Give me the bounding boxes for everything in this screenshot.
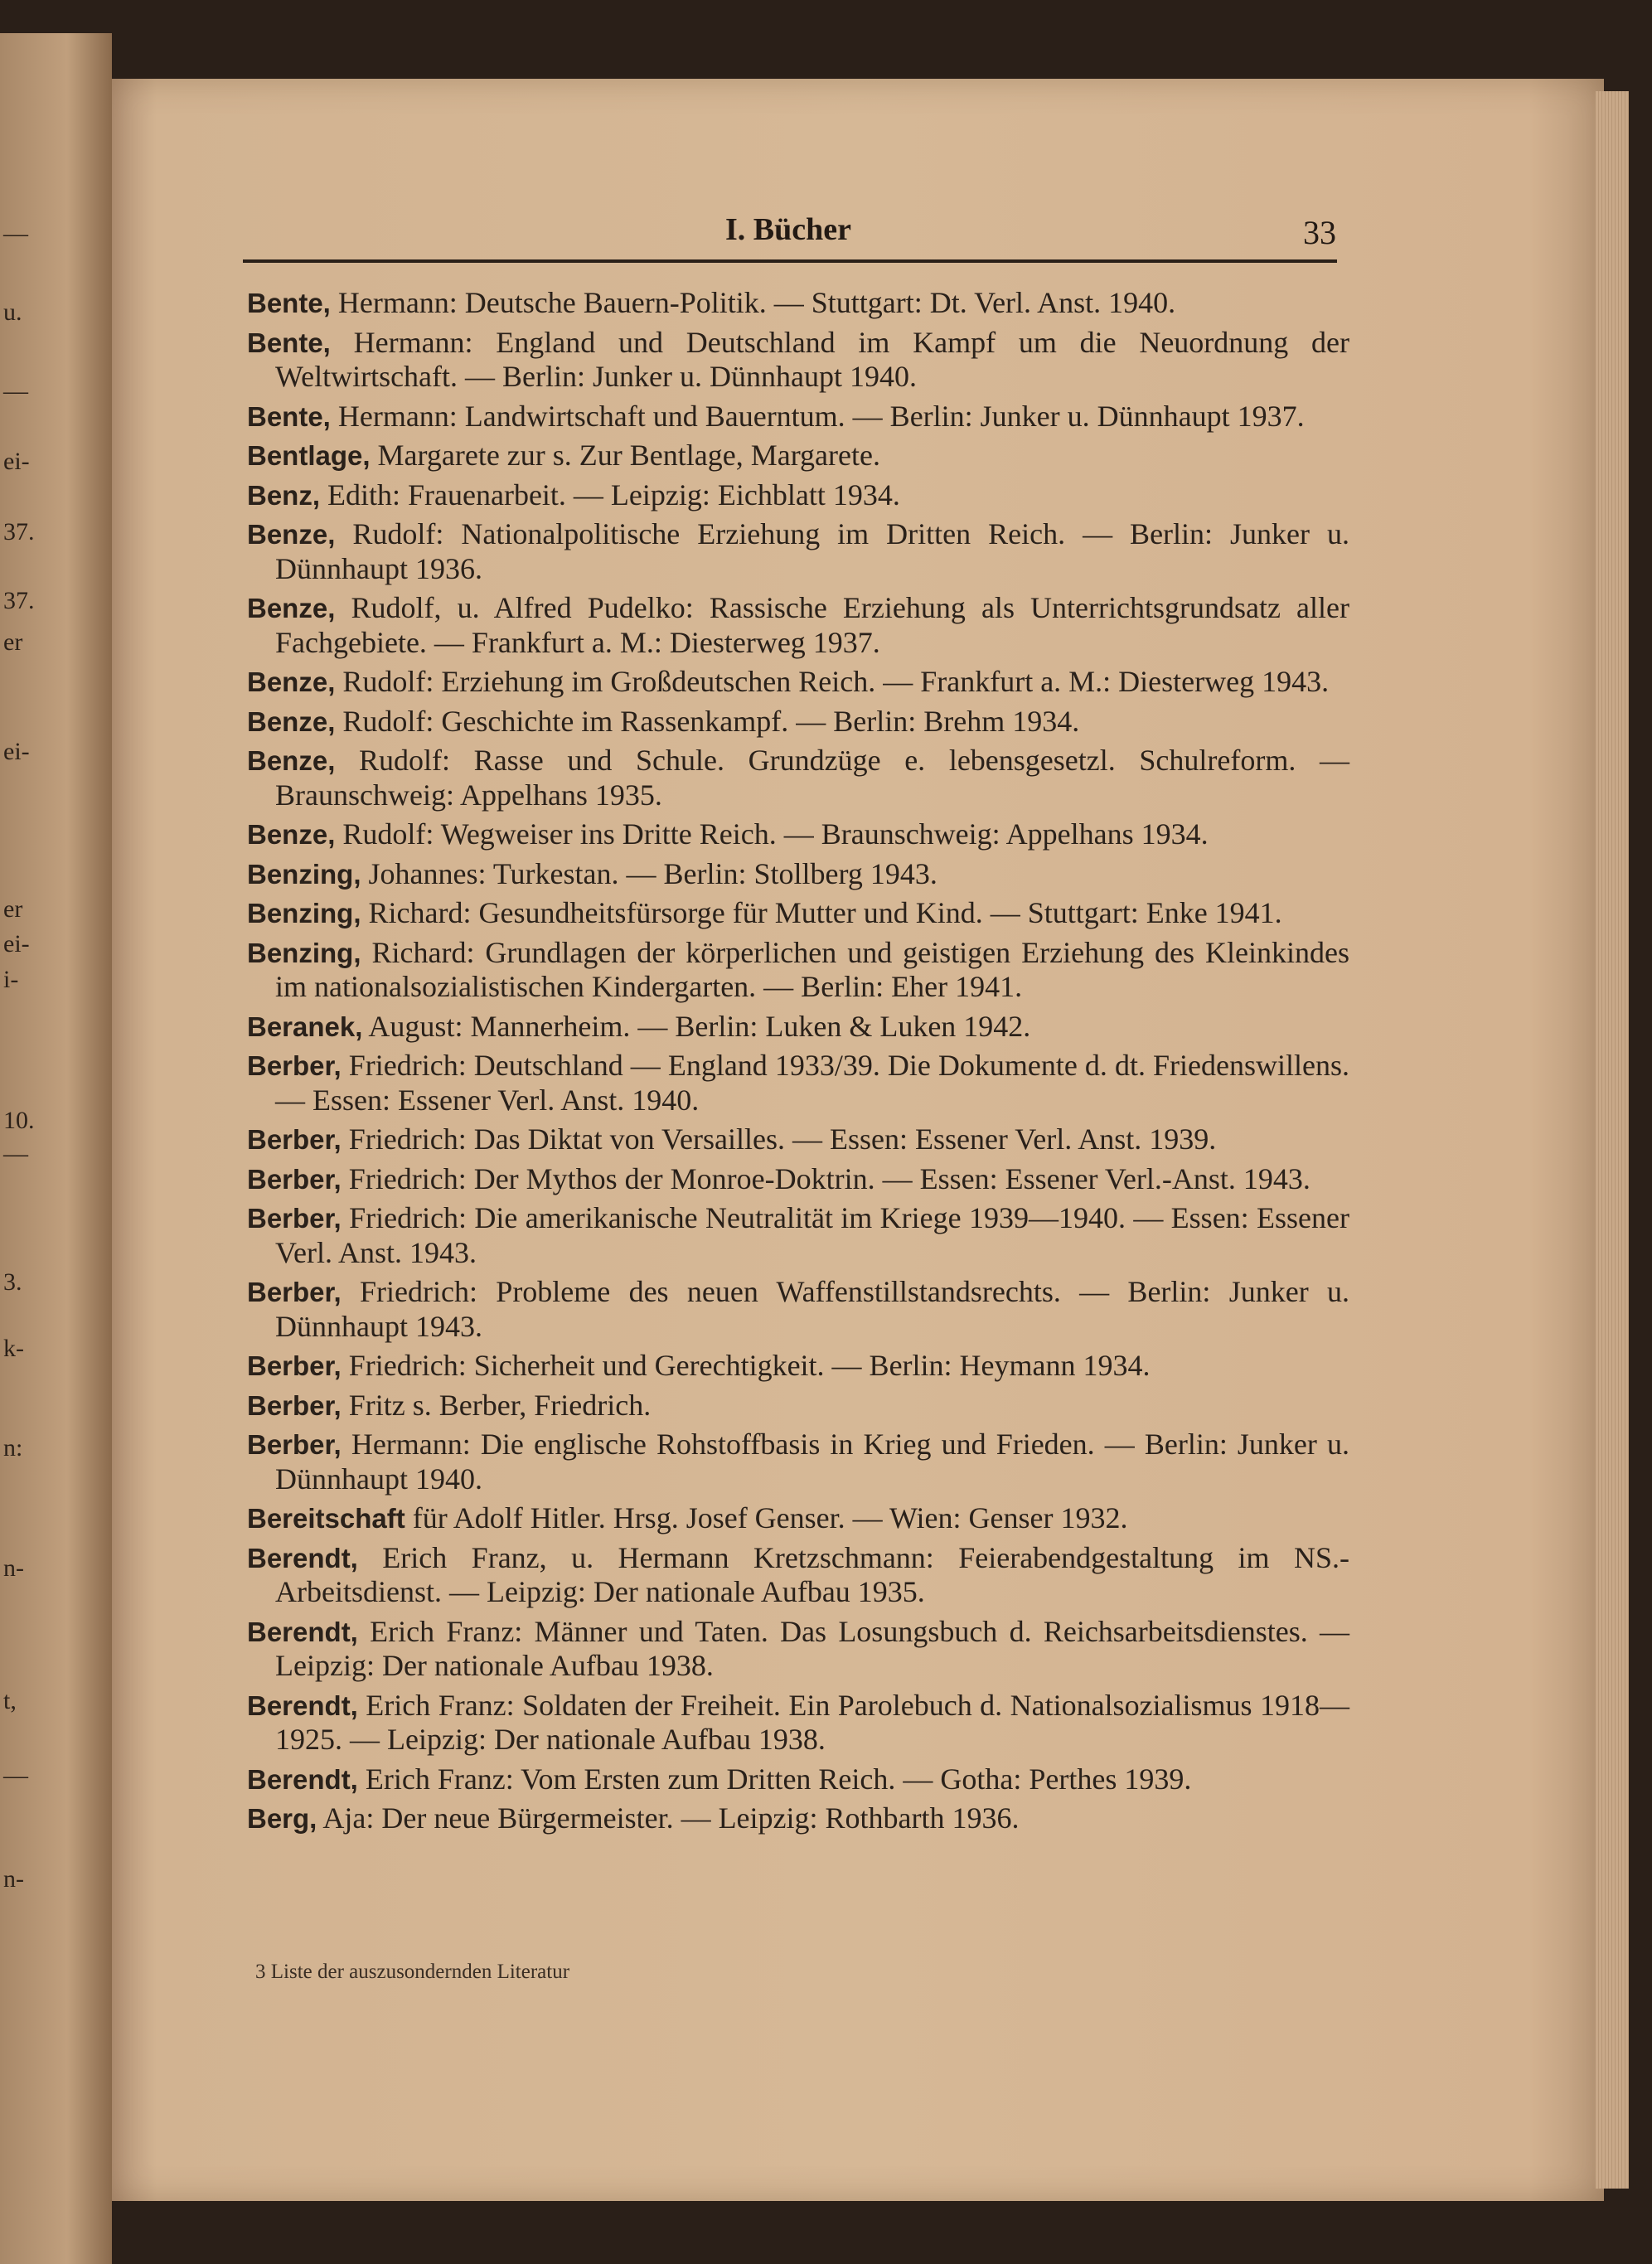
entry-author: Berendt,	[247, 1616, 358, 1647]
entry-author: Berber,	[247, 1429, 342, 1460]
entry-text: Hermann: Deutsche Bauern-Politik. — Stuttgart: Dt. Verl. Anst. 1940.	[330, 286, 1176, 319]
bibliography-entry	[247, 744, 1349, 812]
facing-page-fragment: k-	[3, 1335, 24, 1362]
bibliography-entry	[247, 1162, 1349, 1197]
entry-author: Benze,	[247, 593, 336, 623]
entry-text: Margarete zur s. Zur Bentlage, Margarete.	[370, 439, 880, 472]
bibliography-entry	[247, 517, 1349, 586]
entry-text: Edith: Frauenarbeit. — Leipzig: Eichblatt 1934.	[320, 478, 900, 511]
header-rule	[243, 259, 1337, 263]
entry-author: Benzing,	[247, 937, 361, 968]
entry-author: Benze,	[247, 705, 336, 737]
entry-author: Benzing,	[247, 858, 361, 890]
entry-text: Erich Franz: Männer und Taten. Das Losungsbuch d. Reichsarbeitsdienstes. — Leipzig: Der nationale Aufbau 1938.	[275, 1614, 1349, 1682]
facing-page-fragment: 3.	[3, 1268, 22, 1296]
entry-author: Benze,	[247, 745, 336, 776]
entry-text: Richard: Grundlagen der körperlichen und geistigen Erziehung des Kleinkindes im nationalsozialistischen Kindergarten. — Berlin: Eher 1941.	[275, 935, 1349, 1003]
entry-author: Berg,	[247, 1803, 317, 1834]
bibliography-entry	[247, 1615, 1349, 1684]
entry-author: Benz,	[247, 479, 321, 511]
facing-page-fragment: n-	[3, 1865, 24, 1893]
facing-page-fragment: —	[3, 377, 28, 405]
page-edges	[1596, 91, 1629, 2189]
bibliography-entry	[247, 1049, 1349, 1117]
bibliography-entry	[247, 326, 1349, 395]
entry-author: Berber,	[247, 1389, 342, 1421]
bibliography-entry	[247, 1275, 1349, 1344]
facing-page-fragment: —	[3, 1762, 28, 1789]
facing-page-fragment: 37.	[3, 518, 35, 545]
entry-author: Bente,	[247, 288, 331, 318]
entry-author: Bente,	[247, 327, 331, 358]
bibliography-entry	[247, 591, 1349, 660]
page-number: 33	[1303, 214, 1336, 251]
entry-text: August: Mannerheim. — Berlin: Luken & Luken 1942.	[362, 1009, 1031, 1043]
running-header	[240, 211, 1336, 261]
entry-author: Berber,	[247, 1124, 342, 1155]
entry-author: Benze,	[247, 519, 336, 550]
entry-text: Erich Franz, u. Hermann Kretzschmann: Feierabendgestaltung im NS.-Arbeitsdienst. — Leipzig: Der nationale Aufbau 1935.	[275, 1540, 1349, 1608]
signature-footer: 3 Liste der auszusondernden Literatur	[255, 1961, 570, 1983]
facing-page-fragment: ei-	[3, 738, 30, 765]
entry-text: Fritz s. Berber, Friedrich.	[341, 1388, 652, 1422]
entry-author: Beranek,	[247, 1011, 363, 1042]
bibliography-entry	[247, 1689, 1349, 1757]
facing-page-fragment: ei-	[3, 448, 30, 475]
facing-page-fragment: n:	[3, 1434, 23, 1462]
entry-text: Friedrich: Der Mythos der Monroe-Doktrin. — Essen: Essener Verl.-Anst. 1943.	[341, 1161, 1310, 1195]
bibliography-entry	[247, 1801, 1349, 1836]
facing-page-fragment: 10.	[3, 1107, 35, 1134]
entry-text: Friedrich: Probleme des neuen Waffenstillstandsrechts. — Berlin: Junker u. Dünnhaupt 1943.	[275, 1275, 1349, 1343]
entry-text: Hermann: England und Deutschland im Kampf um die Neuordnung der Weltwirtschaft. — Berlin: Junker u. Dünnhaupt 1940.	[275, 325, 1349, 393]
bibliography-entry	[247, 439, 1349, 473]
bibliography-entry	[247, 1541, 1349, 1610]
entry-text: Hermann: Landwirtschaft und Bauerntum. — Berlin: Junker u. Dünnhaupt 1937.	[330, 399, 1305, 433]
bibliography-entry	[247, 1122, 1349, 1157]
bibliography-entry	[247, 400, 1349, 434]
facing-page-fragment: 37.	[3, 587, 35, 614]
entry-author: Berendt,	[247, 1690, 358, 1721]
bibliography-entry	[247, 705, 1349, 739]
entry-author: Berendt,	[247, 1763, 358, 1795]
bibliography-entry	[247, 665, 1349, 700]
bibliography-list	[247, 286, 1349, 1841]
facing-page-fragment: er	[3, 895, 23, 923]
entry-text: Rudolf, u. Alfred Pudelko: Rassische Erziehung als Unterrichtsgrundsatz aller Fachgebiete. — Frankfurt a. M.: Diesterweg 1937.	[275, 591, 1349, 659]
entry-author: Berber,	[247, 1203, 342, 1234]
entry-text: Rudolf: Geschichte im Rassenkampf. — Berlin: Brehm 1934.	[335, 704, 1080, 738]
bibliography-entry	[247, 1501, 1349, 1536]
entry-text: Friedrich: Deutschland — England 1933/39. Die Dokumente d. dt. Friedenswillens. — Essen: Essener Verl. Anst. 1940.	[275, 1049, 1349, 1117]
entry-author: Bentlage,	[247, 440, 371, 471]
entry-author: Berber,	[247, 1050, 342, 1081]
facing-page-fragment: i-	[3, 966, 19, 993]
bibliography-entry	[247, 936, 1349, 1005]
entry-text: Friedrich: Sicherheit und Gerechtigkeit. — Berlin: Heymann 1934.	[341, 1349, 1151, 1382]
entry-author: Berber,	[247, 1163, 342, 1195]
bibliography-entry	[247, 896, 1349, 931]
bibliography-entry	[247, 1201, 1349, 1270]
facing-page-fragment: —	[3, 220, 28, 247]
bibliography-entry	[247, 286, 1349, 321]
entry-text: Aja: Der neue Bürgermeister. — Leipzig: Rothbarth 1936.	[317, 1801, 1020, 1835]
entry-author: Berber,	[247, 1350, 342, 1381]
facing-page-fragment: n-	[3, 1554, 24, 1582]
entry-text: Erich Franz: Vom Ersten zum Dritten Reich. — Gotha: Perthes 1939.	[357, 1762, 1192, 1796]
entry-author: Benze,	[247, 819, 336, 850]
bibliography-entry	[247, 1428, 1349, 1496]
entry-author: Benze,	[247, 667, 336, 697]
entry-author: Benzing,	[247, 898, 361, 928]
facing-page-fragment: —	[3, 1140, 28, 1167]
facing-page-fragment: er	[3, 628, 23, 656]
entry-text: Hermann: Die englische Rohstoffbasis in Krieg und Frieden. — Berlin: Junker u. Dünnhaupt 1940.	[275, 1428, 1349, 1496]
entry-text: Rudolf: Erziehung im Großdeutschen Reich. — Frankfurt a. M.: Diesterweg 1943.	[335, 665, 1330, 698]
entry-author: Bereitschaft	[247, 1503, 405, 1534]
entry-text: für Adolf Hitler. Hrsg. Josef Genser. — Wien: Genser 1932.	[405, 1501, 1128, 1534]
facing-page-fragment: ei-	[3, 930, 30, 957]
entry-author: Bente,	[247, 400, 331, 432]
section-title: I. Bücher	[725, 212, 851, 247]
entry-text: Rudolf: Rasse und Schule. Grundzüge e. lebensgesetzl. Schulreform. — Braunschweig: Appelhans 1935.	[275, 744, 1349, 812]
entry-author: Berendt,	[247, 1542, 358, 1573]
entry-text: Erich Franz: Soldaten der Freiheit. Ein Parolebuch d. Nationalsozialismus 1918—1925. — Leipzig: Der nationale Aufbau 1938.	[275, 1688, 1349, 1756]
entry-text: Friedrich: Das Diktat von Versailles. — Essen: Essener Verl. Anst. 1939.	[341, 1122, 1217, 1156]
bibliography-entry	[247, 857, 1349, 892]
entry-text: Rudolf: Wegweiser ins Dritte Reich. — Braunschweig: Appelhans 1934.	[335, 817, 1209, 851]
entry-text: Rudolf: Nationalpolitische Erziehung im Dritten Reich. — Berlin: Junker u. Dünnhaupt 1936.	[275, 517, 1349, 585]
entry-text: Richard: Gesundheitsfürsorge für Mutter und Kind. — Stuttgart: Enke 1941.	[361, 896, 1282, 929]
bibliography-entry	[247, 817, 1349, 852]
facing-page	[0, 33, 112, 2264]
bibliography-entry	[247, 478, 1349, 513]
facing-page-fragment: u.	[3, 298, 22, 326]
bibliography-entry	[247, 1762, 1349, 1797]
bibliography-entry	[247, 1349, 1349, 1384]
entry-author: Berber,	[247, 1277, 342, 1307]
bibliography-entry	[247, 1389, 1349, 1423]
bibliography-entry	[247, 1010, 1349, 1045]
facing-page-fragment: t,	[3, 1687, 17, 1714]
entry-text: Friedrich: Die amerikanische Neutralität im Kriege 1939—1940. — Essen: Essener Verl. Anst. 1943.	[275, 1201, 1349, 1269]
entry-text: Johannes: Turkestan. — Berlin: Stollberg 1943.	[361, 856, 937, 890]
